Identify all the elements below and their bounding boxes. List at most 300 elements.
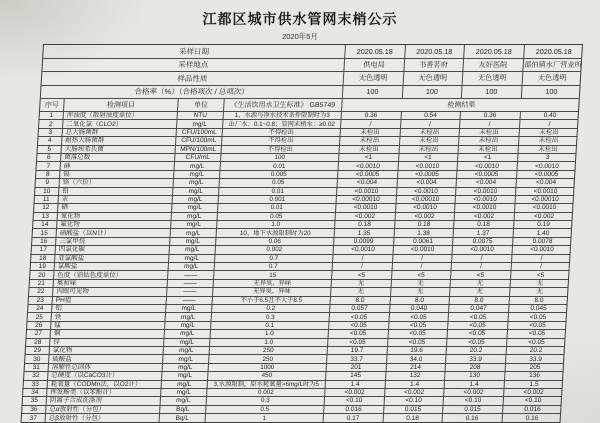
- item-name: 总硬度（以CaCO3计）: [48, 372, 162, 379]
- result-value: 0.015: [384, 406, 444, 413]
- standard-limit: 3,水源限制，原水耗氧量>6mg/L时为5: [208, 381, 326, 388]
- item-unit: mg/L: [163, 355, 209, 362]
- result-value: 0.40: [543, 112, 557, 120]
- item-name: 铝: [52, 305, 166, 312]
- row-number: 9: [36, 179, 60, 186]
- table-row: [27, 330, 565, 338]
- table-row: [34, 204, 572, 212]
- result-value: <0.0005: [398, 171, 458, 178]
- item-unit: mg/L: [165, 322, 211, 329]
- standard-limit: 0.7: [215, 255, 333, 262]
- standard-limit: 1.0: [211, 330, 329, 337]
- result-value: <0.004: [535, 179, 557, 187]
- result-value: 1.4: [385, 381, 445, 388]
- result-value: <0.10: [444, 397, 504, 404]
- column-header-no: 序号: [40, 99, 65, 111]
- row-number: 21: [30, 280, 54, 287]
- result-value: <0.0010: [453, 246, 513, 253]
- item-unit: CFU/mL: [175, 154, 221, 161]
- result-value: 1.5: [529, 380, 539, 388]
- standard-limit: 无异臭、异味: [214, 280, 332, 287]
- row-number: 15: [33, 229, 57, 236]
- table-row: [36, 162, 574, 170]
- item-unit: mg/L: [174, 179, 220, 186]
- item-unit: ——: [167, 297, 213, 304]
- table-row: [28, 297, 566, 305]
- result-value: 145: [326, 372, 386, 379]
- result-value: <5: [332, 271, 392, 278]
- item-name: 四氯化碳: [56, 246, 170, 253]
- item-name: 色度（铂钴色度单位）: [54, 271, 168, 278]
- standard-limit: 0.05: [220, 179, 338, 186]
- result-value: <0.05: [447, 339, 507, 346]
- table-row: [25, 355, 563, 363]
- item-name: 耗氧量（CODMn法，以O2计）: [48, 381, 162, 388]
- info-row-value: 100: [402, 86, 462, 99]
- row-number: 11: [35, 196, 59, 203]
- page-title: 江都区城市供水管网末梢公示: [202, 11, 398, 27]
- result-value: <0.10: [524, 397, 542, 405]
- item-unit: Bq/L: [160, 414, 206, 422]
- item-unit: mg/L: [164, 347, 210, 354]
- info-row-value: 友好医院: [463, 59, 523, 72]
- row-number: 23: [29, 297, 53, 304]
- row-number: 35: [23, 397, 47, 404]
- row-number: 1: [40, 112, 64, 119]
- result-value: <0.0010: [455, 204, 515, 211]
- row-number: 16: [32, 238, 56, 245]
- standard-limit: 1.0: [210, 339, 328, 346]
- result-value: 未检出: [340, 137, 400, 144]
- row-number: 6: [37, 154, 61, 161]
- result-value: 0.016: [524, 405, 541, 413]
- item-name: 硒: [58, 204, 172, 211]
- result-value: 0.19: [536, 221, 551, 229]
- result-value: <0.05: [389, 313, 449, 320]
- result-value: 0.045: [530, 305, 547, 313]
- table-row: [31, 246, 569, 254]
- result-value: 未检出: [459, 137, 519, 144]
- table-row: [22, 414, 560, 422]
- info-row: [43, 45, 582, 59]
- result-value: 1.38: [394, 229, 454, 236]
- column-header-row: [40, 99, 579, 112]
- item-name: 耐热大肠菌群: [62, 137, 176, 144]
- result-value: <0.0005: [534, 170, 559, 178]
- result-value: 无: [391, 288, 451, 295]
- table-row: [27, 313, 565, 321]
- result-value: 208: [446, 364, 506, 371]
- item-name: 溶解性总固体: [49, 364, 163, 371]
- result-value: /: [393, 255, 453, 262]
- result-value: 无: [536, 280, 544, 287]
- standard-limit: 0.05: [218, 213, 336, 220]
- result-value: 20.2: [529, 347, 543, 355]
- table-row: [30, 271, 568, 279]
- column-header-unit: 单位: [178, 99, 225, 111]
- item-unit: mg/L: [172, 213, 218, 220]
- result-value: 136: [528, 372, 541, 380]
- result-value: 0.54: [401, 112, 461, 119]
- item-unit: CFU/100mL: [176, 137, 222, 144]
- item-unit: mg/L: [162, 381, 208, 388]
- result-value: 0.0099: [334, 238, 394, 245]
- result-value: <0.05: [448, 330, 508, 337]
- standard-limit: 0.002: [207, 389, 325, 396]
- result-value: 无: [450, 288, 510, 295]
- result-value: <0.0010: [334, 246, 394, 253]
- item-name: 氰化物: [58, 213, 172, 220]
- row-number: 26: [27, 322, 51, 329]
- item-unit: mg/L: [174, 171, 220, 178]
- table-row: [34, 196, 572, 204]
- result-value: 0.17: [324, 414, 384, 422]
- result-value: <0.004: [397, 179, 457, 186]
- table-row: [23, 397, 561, 405]
- item-unit: mg/L: [164, 339, 210, 346]
- result-value: <0.004: [338, 179, 398, 186]
- info-row-value: 2020.05.18: [464, 45, 524, 58]
- result-value: <0.05: [528, 338, 545, 346]
- table-row: [23, 389, 561, 397]
- table-body: [22, 112, 578, 422]
- info-row-label: 采样日期: [43, 45, 346, 58]
- column-header-standard: 《生活饮用水卫生标准》 GB5749: [224, 99, 343, 111]
- table-row: [35, 179, 573, 187]
- result-value: 8.0: [450, 297, 510, 304]
- result-value: <0.05: [529, 313, 547, 321]
- result-value: 0.016: [324, 406, 384, 413]
- item-unit: Bq/L: [160, 406, 206, 413]
- item-unit: ——: [167, 288, 213, 295]
- row-number: 18: [31, 255, 55, 262]
- row-number: 20: [30, 271, 54, 278]
- result-value: /: [539, 263, 543, 271]
- standard-limit: 不得检出: [223, 129, 341, 136]
- row-number: 5: [38, 146, 62, 153]
- item-name: 二氧化氯（CLO2）: [63, 120, 177, 127]
- info-row-label: 合格率（%）（合格项次 / 总项次）: [41, 86, 344, 99]
- item-name: 氟化物: [57, 221, 171, 228]
- table-row: [36, 171, 574, 179]
- result-value: <0.0005: [338, 171, 398, 178]
- result-value: <0.10: [325, 397, 385, 404]
- item-name: 铜: [51, 330, 165, 337]
- info-row-value: 无色透明: [537, 73, 567, 83]
- table-row: [35, 188, 573, 196]
- result-value: 无: [391, 280, 451, 287]
- item-name: 铁: [52, 313, 166, 320]
- standard-limit: 0.7: [215, 263, 333, 270]
- item-name: 肉眼可见物: [53, 288, 167, 295]
- result-value: /: [460, 120, 520, 127]
- item-unit: mg/L: [177, 120, 223, 127]
- result-value: <0.05: [389, 322, 449, 329]
- row-number: 19: [31, 263, 55, 270]
- result-value: <0.0010: [456, 188, 516, 195]
- info-row-value: 2020.05.18: [405, 45, 465, 58]
- result-value: 未检出: [460, 129, 520, 136]
- result-value: 130: [445, 372, 505, 379]
- item-unit: ——: [168, 271, 214, 278]
- info-row-value: 无色透明: [463, 72, 523, 85]
- standard-limit: 不得检出: [222, 137, 340, 144]
- result-value: 未检出: [400, 129, 460, 136]
- table-row: [26, 347, 564, 355]
- info-row-value: 100: [545, 87, 558, 97]
- result-value: 205: [529, 363, 541, 371]
- standard-limit: 出厂水：0.1~0.8；管网末梢水：≥0.02: [223, 120, 341, 127]
- result-value: 8.0: [331, 297, 391, 304]
- item-name: 总β放射性（分包）: [46, 414, 160, 422]
- standard-limit: 1.0: [217, 221, 335, 228]
- table-row: [25, 364, 563, 372]
- result-value: /: [452, 263, 512, 270]
- result-value: /: [452, 255, 512, 262]
- standard-limit: 0.1: [211, 322, 329, 329]
- result-value: <0.00010: [396, 196, 456, 203]
- result-value: /: [548, 120, 551, 128]
- item-unit: mg/L: [166, 313, 212, 320]
- info-row-value: 无色透明: [403, 72, 463, 85]
- item-name: 氯酸盐: [55, 263, 169, 270]
- result-value: <0.0010: [398, 162, 458, 169]
- info-row-value: 2020.05.18: [535, 46, 573, 56]
- table-row: [33, 221, 571, 229]
- table-row: [24, 381, 562, 389]
- result-value: <0.05: [449, 313, 509, 320]
- info-row-value: 邵伯镇水厂营业所: [524, 59, 583, 69]
- result-value: /: [341, 120, 401, 127]
- row-number: 14: [33, 221, 57, 228]
- item-name: 氯化物: [50, 347, 164, 354]
- result-value: <0.002: [325, 389, 385, 396]
- page-subtitle: 2020年5月: [282, 32, 318, 41]
- info-row-label: 采样地点: [42, 59, 345, 72]
- result-value: <0.002: [455, 213, 515, 220]
- result-value: <0.0010: [456, 196, 516, 203]
- item-name: 挥发酚类（以苯酚计）: [47, 389, 161, 396]
- item-unit: mg/L: [175, 162, 221, 169]
- item-name: 总大肠菌群: [63, 129, 177, 136]
- result-value: 0.040: [390, 305, 450, 312]
- standard-limit: 0.005: [220, 171, 338, 178]
- item-unit: mg/L: [165, 330, 211, 337]
- result-value: <0.05: [528, 330, 546, 338]
- result-value: <1: [399, 154, 459, 161]
- standard-limit: 0.002: [216, 246, 334, 253]
- result-value: 0.16: [443, 414, 503, 422]
- item-unit: mg/L: [163, 364, 209, 371]
- item-name: 锌: [50, 339, 164, 346]
- table-row: [39, 120, 577, 128]
- row-number: 13: [34, 213, 58, 220]
- item-unit: mg/L: [161, 389, 207, 396]
- result-value: 未检出: [539, 128, 559, 136]
- result-value: 0.18: [454, 221, 514, 228]
- result-value: 无: [332, 280, 392, 287]
- result-value: 33.7: [327, 355, 387, 362]
- item-unit: mg/L: [170, 238, 216, 245]
- item-unit: mg/L: [171, 229, 217, 236]
- result-value: /: [333, 255, 393, 262]
- item-unit: ——: [168, 280, 214, 287]
- standard-limit: 0.01: [221, 162, 339, 169]
- standard-limit: 1: [206, 414, 324, 422]
- table-row: [24, 372, 562, 380]
- standard-limit: 15: [214, 271, 332, 278]
- result-value: 8.0: [534, 296, 544, 304]
- result-value: 1.4: [326, 381, 386, 388]
- result-value: 1.35: [335, 229, 395, 236]
- row-number: 8: [36, 171, 60, 178]
- result-value: 0.057: [330, 305, 390, 312]
- item-unit: MPN/100mL: [176, 146, 222, 153]
- result-value: 0.047: [449, 305, 509, 312]
- table-row: [27, 322, 565, 330]
- item-name: 硫酸盐: [49, 355, 163, 362]
- table-row: [32, 238, 570, 246]
- result-value: 1.40: [536, 229, 550, 237]
- result-value: 未检出: [341, 129, 401, 136]
- row-number: 3: [39, 129, 63, 136]
- result-value: 无: [451, 280, 511, 287]
- item-unit: NTU: [178, 112, 224, 119]
- item-name: 总α放射性（分包）: [46, 406, 160, 413]
- result-value: <0.05: [329, 330, 389, 337]
- result-value: 0.16: [525, 414, 539, 422]
- item-name: 铬（六价）: [60, 179, 174, 186]
- column-header-item: 检测项目: [64, 99, 179, 111]
- result-value: 未检出: [340, 146, 400, 153]
- result-value: <0.0010: [529, 246, 555, 254]
- result-value: 0.36: [342, 112, 402, 119]
- result-value: 19.7: [328, 347, 388, 354]
- result-value: <0.0010: [534, 162, 560, 170]
- row-number: 7: [37, 162, 61, 169]
- result-value: 132: [386, 372, 446, 379]
- standard-limit: 10、地下水源限制时为20: [217, 229, 335, 236]
- row-number: 30: [25, 355, 49, 362]
- result-value: 20.2: [447, 347, 507, 354]
- item-name: 浑浊度（散射浊度单位）: [64, 112, 178, 119]
- standard-limit: 不小于6.5且不大于8.5: [213, 297, 331, 304]
- standard-limit: 100: [221, 154, 339, 161]
- table-row: [29, 280, 567, 288]
- row-number: 28: [26, 339, 50, 346]
- standard-limit: 450: [208, 372, 326, 379]
- item-name: 阴离子合成洗涤剂: [47, 397, 161, 404]
- info-row-value: 2020.05.18: [345, 45, 405, 58]
- item-unit: mg/L: [162, 372, 208, 379]
- row-number: 34: [23, 389, 47, 396]
- result-value: <0.05: [328, 339, 388, 346]
- item-unit: mg/L: [171, 221, 217, 228]
- standard-limit: 0.2: [212, 305, 330, 312]
- result-value: <0.10: [384, 397, 444, 404]
- result-value: 0.0078: [532, 238, 553, 246]
- row-number: 31: [25, 364, 49, 371]
- item-name: 汞: [59, 196, 173, 203]
- result-value: 未检出: [400, 137, 460, 144]
- item-name: 镉: [60, 171, 174, 178]
- item-name: 菌落总数: [61, 154, 175, 161]
- item-name: 臭和味: [54, 280, 168, 287]
- result-value: <0.0010: [533, 187, 558, 195]
- table-row: [38, 129, 576, 137]
- result-value: <0.0010: [339, 162, 399, 169]
- result-value: <5: [451, 271, 511, 278]
- result-value: 未检出: [459, 146, 519, 153]
- row-number: 27: [27, 330, 51, 337]
- result-value: 34.0: [387, 355, 447, 362]
- result-value: 无: [331, 288, 391, 295]
- result-value: 214: [386, 364, 446, 371]
- standard-limit: 不得检出: [222, 146, 340, 153]
- result-value: <5: [392, 271, 452, 278]
- result-value: <0.0005: [457, 171, 517, 178]
- result-value: <0.00010: [531, 196, 559, 204]
- item-name: PH值: [53, 297, 167, 304]
- table-row: [39, 112, 577, 120]
- row-number: 10: [35, 188, 59, 195]
- info-row-label: 样品性质: [42, 72, 345, 85]
- table-row: [22, 406, 560, 414]
- info-row-value: 100: [462, 86, 522, 99]
- result-value: <1: [458, 154, 518, 161]
- standard-limit: 无异臭、异味: [213, 288, 331, 295]
- standard-limit: 250: [209, 355, 327, 362]
- standard-limit: 0.01: [218, 204, 336, 211]
- result-value: <0.00010: [337, 196, 397, 203]
- item-unit: mg/L: [161, 397, 207, 404]
- item-unit: mg/L: [169, 263, 215, 270]
- item-name: 三氯甲烷: [56, 238, 170, 245]
- result-value: <0.0010: [458, 162, 518, 169]
- result-value: 19.6: [387, 347, 447, 354]
- standard-limit: 0.06: [216, 238, 334, 245]
- info-rows-section: [41, 45, 582, 99]
- result-value: <0.05: [529, 321, 546, 329]
- info-row-value: 供电局: [344, 59, 404, 72]
- info-row: [42, 59, 581, 73]
- row-number: 12: [34, 204, 58, 211]
- result-value: /: [333, 263, 393, 270]
- table-row: [32, 229, 570, 237]
- row-number: 36: [22, 406, 46, 413]
- row-number: 33: [24, 381, 48, 388]
- result-value: 3: [545, 154, 550, 162]
- result-value: 1.4: [445, 381, 505, 388]
- result-value: 0.18: [395, 221, 455, 228]
- result-value: 0.015: [443, 406, 503, 413]
- water-quality-table: [20, 44, 583, 423]
- result-value: <0.002: [533, 212, 555, 220]
- result-value: /: [392, 263, 452, 270]
- row-number: 4: [38, 137, 62, 144]
- result-value: <0.05: [329, 322, 389, 329]
- standard-limit: 0.5: [206, 406, 324, 413]
- item-unit: mg/L: [166, 305, 212, 312]
- result-value: 未检出: [538, 145, 558, 153]
- info-row: [41, 86, 580, 100]
- info-row-value: 100: [343, 86, 403, 99]
- column-header-results: 检测结果: [447, 102, 476, 109]
- result-value: <0.0010: [336, 204, 396, 211]
- result-value: <0.05: [330, 313, 390, 320]
- result-value: 1.37: [454, 229, 514, 236]
- standard-limit: 0.3: [207, 397, 325, 404]
